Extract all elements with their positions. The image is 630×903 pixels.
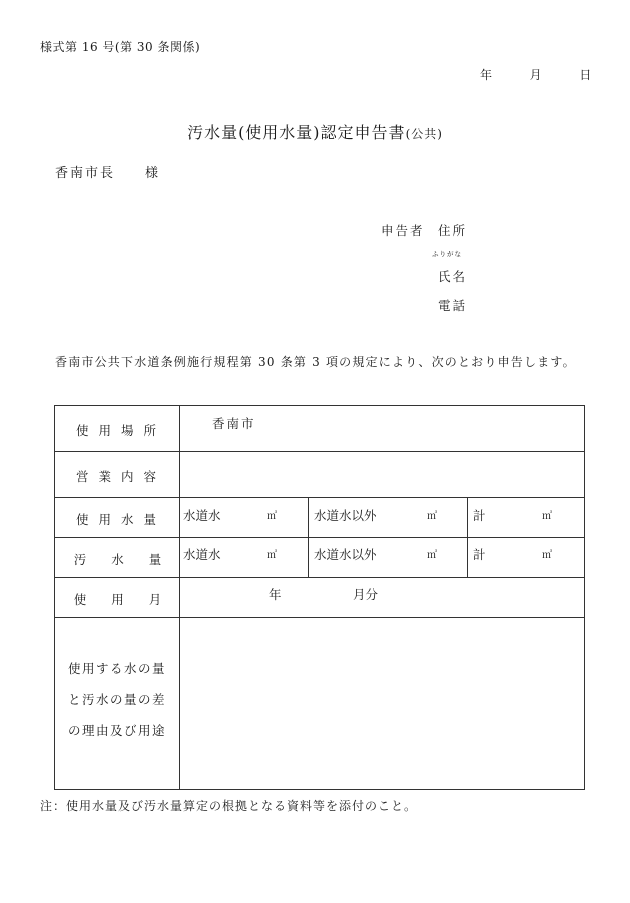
usage-month-suffix: 月分 (353, 587, 379, 602)
location-input[interactable]: 香南市 (212, 416, 256, 431)
water-usage-total-label: 計 (473, 508, 486, 523)
declarant-label: 申告者 (381, 223, 425, 238)
business-input[interactable] (181, 452, 583, 496)
footnote: 注：使用水量及び汚水量算定の根拠となる資料等を添付のこと。 (40, 799, 418, 813)
reason-label (68, 653, 166, 746)
title-main: 汚水量(使用水量)認定申告書 (187, 123, 406, 142)
reason-label-line: と汚水の量の差 (68, 692, 167, 707)
row-divider (55, 497, 584, 498)
sewage-total-label: 計 (473, 547, 486, 562)
address-label: 住所 (438, 223, 468, 238)
column-divider (308, 497, 309, 577)
cubic-meter-unit: ㎥ (267, 511, 277, 522)
sewage-tap-label: 水道水 (183, 547, 221, 562)
phone-label: 電話 (438, 298, 468, 313)
date-month-label: 月 (529, 68, 542, 82)
name-label: 氏名 (438, 269, 468, 284)
row-divider (55, 537, 584, 538)
usage-year-label: 年 (269, 587, 282, 602)
declaration-text: 香南市公共下水道条例施行規程第 30 条第 3 項の規定により、次のとおり申告します。 (55, 355, 576, 369)
date-line (480, 66, 591, 83)
document-title (0, 120, 630, 143)
location-label: 使 用 場 所 (76, 423, 159, 438)
sewage-label: 汚 水 量 (73, 552, 162, 567)
cubic-meter-unit: ㎥ (542, 511, 552, 522)
declaration-table (54, 405, 585, 790)
addressee: 香南市長 様 (55, 166, 161, 181)
reason-label-line: 使用する水の量 (68, 661, 167, 676)
title-suffix: (公共) (405, 127, 443, 141)
water-usage-other-label: 水道水以外 (314, 508, 377, 523)
business-label: 営 業 内 容 (76, 469, 159, 484)
furigana-label: ふりがな (432, 250, 462, 258)
water-usage-label: 使 用 水 量 (76, 512, 159, 527)
column-divider (467, 497, 468, 577)
cubic-meter-unit: ㎥ (542, 550, 552, 561)
row-divider (55, 577, 584, 578)
cubic-meter-unit: ㎥ (267, 550, 277, 561)
cubic-meter-unit: ㎥ (427, 550, 437, 561)
reason-input[interactable] (181, 618, 583, 788)
usage-month-label: 使 用 月 (73, 592, 162, 607)
sewage-other-label: 水道水以外 (314, 547, 377, 562)
date-day-label: 日 (579, 68, 592, 82)
date-year-label: 年 (480, 68, 493, 82)
cubic-meter-unit: ㎥ (427, 511, 437, 522)
water-usage-tap-label: 水道水 (183, 508, 221, 523)
reason-label-line: の理由及び用途 (68, 723, 167, 738)
form-number: 様式第 16 号(第 30 条関係) (40, 40, 201, 54)
